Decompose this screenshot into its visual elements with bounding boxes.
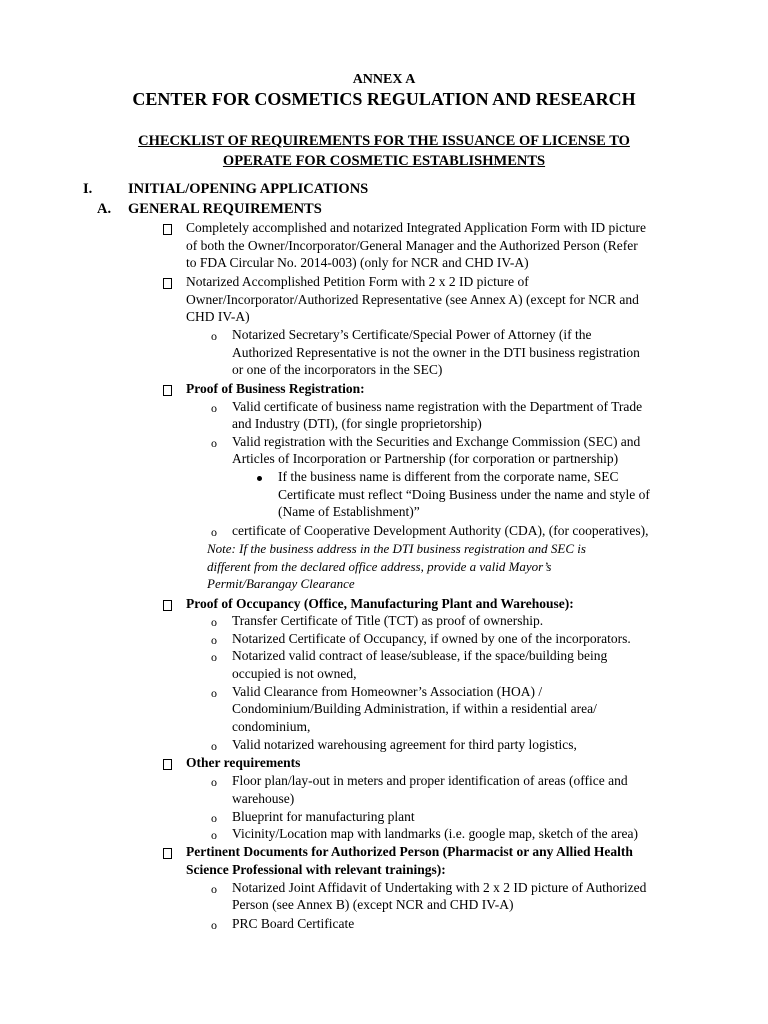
checkbox-icon <box>163 848 172 859</box>
item-1-line-1: Completely accomplished and notarized Integrated Application Form with ID picture <box>186 220 646 235</box>
item-2-line-2: Owner/Incorporator/Authorized Representative (see Annex A) (except for NCR and <box>186 292 639 307</box>
item-2a-line-2: Authorized Representative is not the owner in the DTI business registration <box>232 345 640 360</box>
item-3b1-line-1: If the business name is different from the corporate name, SEC <box>278 469 619 484</box>
checkbox-icon <box>163 385 172 396</box>
item-6b: PRC Board Certificate <box>232 916 355 931</box>
item-6a-line-2: Person (see Annex B) (except NCR and CHD IV-A) <box>232 897 514 912</box>
circle-bullet-icon: o <box>211 650 217 664</box>
item-1-line-2: of both the Owner/Incorporator/General Manager and the Authorized Person (Refer <box>186 238 638 253</box>
item-1-line-3: to FDA Circular No. 2014-003) (only for NCR and CHD IV-A) <box>186 255 529 270</box>
item-5c: Vicinity/Location map with landmarks (i.e. google map, sketch of the area) <box>232 826 638 841</box>
section-1-title: INITIAL/OPENING APPLICATIONS <box>128 181 369 197</box>
item-6a-line-1: Notarized Joint Affidavit of Undertaking with 2 x 2 ID picture of Authorized <box>232 880 647 895</box>
organization-title: CENTER FOR COSMETICS REGULATION AND RESEARCH <box>132 89 636 109</box>
circle-bullet-icon: o <box>211 918 217 932</box>
checkbox-icon <box>163 224 172 235</box>
note-line-3: Permit/Barangay Clearance <box>207 576 355 591</box>
checklist-title-line2: OPERATE FOR COSMETIC ESTABLISHMENTS <box>222 153 546 169</box>
circle-bullet-icon: o <box>211 686 217 700</box>
item-6-line-2: Science Professional with relevant trainings): <box>186 862 446 877</box>
note-line-1: Note: If the business address in the DTI business registration and SEC is <box>207 541 586 556</box>
section-a-number: A. <box>97 201 112 217</box>
item-6-line-1: Pertinent Documents for Authorized Person (Pharmacist or any Allied Health <box>186 844 633 859</box>
item-4d-line-3: condominium, <box>232 719 311 734</box>
item-3b1-line-3: (Name of Establishment)” <box>278 504 420 519</box>
circle-bullet-icon: o <box>211 811 217 825</box>
item-2a-line-3: or one of the incorporators in the SEC) <box>232 362 443 377</box>
item-3c: certificate of Cooperative Development Authority (CDA), (for cooperatives), <box>232 523 649 538</box>
item-4e: Valid notarized warehousing agreement for third party logistics, <box>232 737 577 752</box>
annex-label: ANNEX A <box>352 72 416 87</box>
section-a-title: GENERAL REQUIREMENTS <box>128 201 322 217</box>
item-3b1-line-2: Certificate must reflect “Doing Business under the name and style of <box>278 487 650 502</box>
item-5-heading: Other requirements <box>186 755 301 770</box>
item-3a-line-1: Valid certificate of business name registration with the Department of Trade <box>232 399 643 414</box>
item-4c-line-1: Notarized valid contract of lease/sublease, if the space/building being <box>232 648 608 663</box>
checklist-title-line1: CHECKLIST OF REQUIREMENTS FOR THE ISSUANCE OF LICENSE TO <box>138 133 630 149</box>
item-2-line-3: CHD IV-A) <box>186 309 250 324</box>
circle-bullet-icon: o <box>211 775 217 789</box>
item-5b: Blueprint for manufacturing plant <box>232 809 415 824</box>
circle-bullet-icon: o <box>211 329 217 343</box>
checklist-title <box>0 131 768 171</box>
item-5a-line-2: warehouse) <box>232 791 295 806</box>
circle-bullet-icon: o <box>211 401 217 415</box>
item-3a-line-2: and Industry (DTI), (for single proprietorship) <box>232 416 482 431</box>
circle-bullet-icon: o <box>211 615 217 629</box>
item-5a-line-1: Floor plan/lay-out in meters and proper identification of areas (office and <box>232 773 628 788</box>
item-3b-line-1: Valid registration with the Securities and Exchange Commission (SEC) and <box>232 434 641 449</box>
circle-bullet-icon: o <box>211 436 217 450</box>
item-4d-line-1: Valid Clearance from Homeowner’s Association (HOA) / <box>232 684 543 699</box>
item-2-line-1: Notarized Accomplished Petition Form with 2 x 2 ID picture of <box>186 274 529 289</box>
circle-bullet-icon: o <box>211 633 217 647</box>
item-4d-line-2: Condominium/Building Administration, if within a residential area/ <box>232 701 597 716</box>
item-3-heading: Proof of Business Registration: <box>186 381 365 396</box>
checkbox-icon <box>163 600 172 611</box>
note-line-2: different from the declared office address, provide a valid Mayor’s <box>207 559 552 574</box>
dot-bullet-icon <box>257 476 262 481</box>
item-4-heading: Proof of Occupancy (Office, Manufacturing Plant and Warehouse): <box>186 596 574 611</box>
checkbox-icon <box>163 759 172 770</box>
circle-bullet-icon: o <box>211 739 217 753</box>
item-3b-line-2: Articles of Incorporation or Partnership (for corporation or partnership) <box>232 451 619 466</box>
checkbox-icon <box>163 278 172 289</box>
circle-bullet-icon: o <box>211 882 217 896</box>
item-4b: Notarized Certificate of Occupancy, if owned by one of the incorporators. <box>232 631 631 646</box>
item-2a-line-1: Notarized Secretary’s Certificate/Special Power of Attorney (if the <box>232 327 592 342</box>
item-4a: Transfer Certificate of Title (TCT) as proof of ownership. <box>232 613 544 628</box>
circle-bullet-icon: o <box>211 525 217 539</box>
item-4c-line-2: occupied is not owned, <box>232 666 357 681</box>
circle-bullet-icon: o <box>211 828 217 842</box>
section-1-number: I. <box>83 181 93 197</box>
